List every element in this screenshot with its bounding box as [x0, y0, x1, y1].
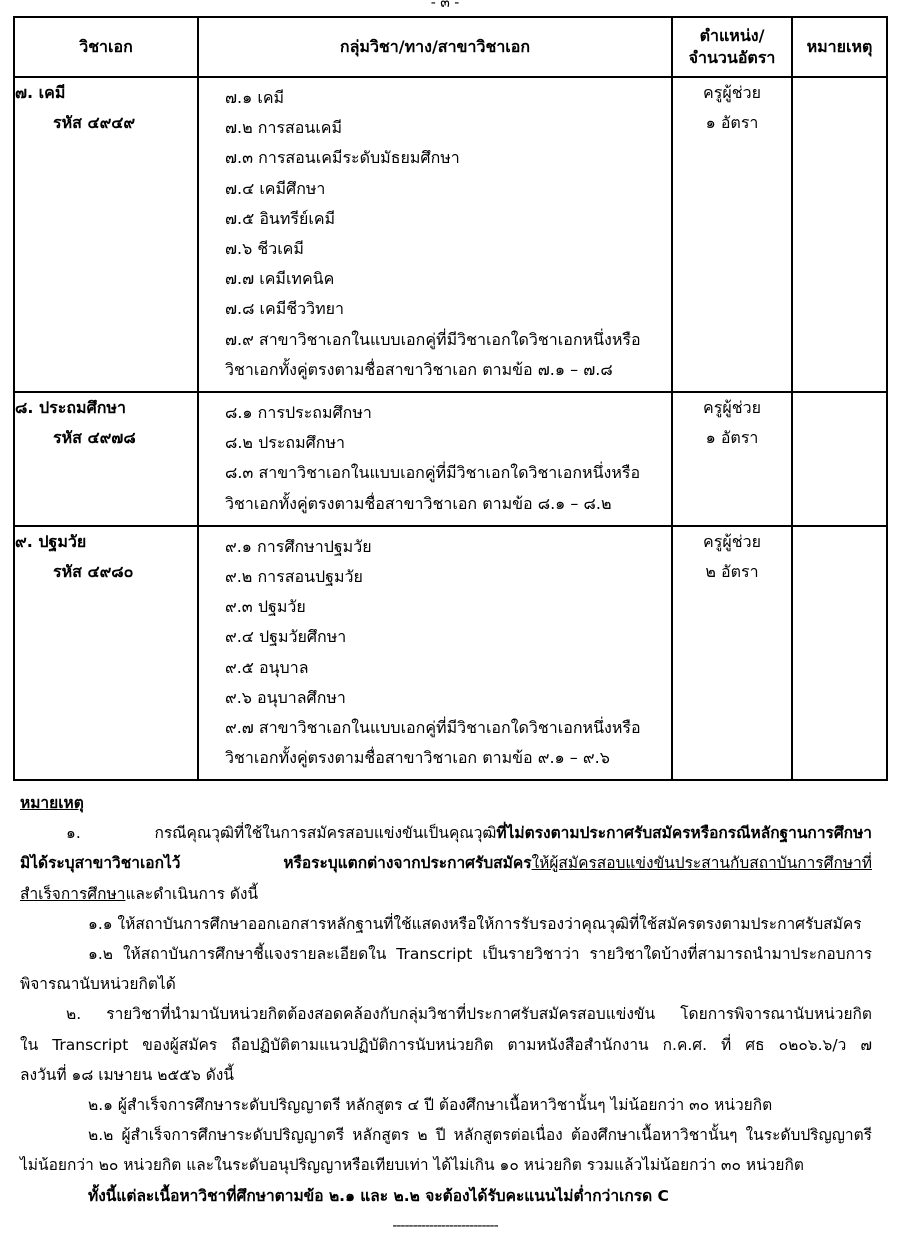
note-2-line3: ลงวันที่ ๑๘ เมษายน ๒๕๕๖ ดังนี้ [20, 1065, 234, 1084]
subject-item: ๙.๕ อนุบาล [225, 657, 309, 677]
subject-item: ๗.๑ เคมี [225, 88, 285, 107]
subject-item: ๗.๖ ชีวเคมี [225, 239, 304, 259]
subject-item: ๘.๑ การประถมศึกษา [225, 403, 372, 423]
subject-item: ๗.๗ เคมีเทคนิค [225, 269, 335, 289]
header-position-line1: ตำแหน่ง/ [699, 26, 765, 45]
major-name: ๘. ประถมศึกษา [15, 398, 126, 418]
note-final: ทั้งนี้แต่ละเนื้อหาวิชาที่ศึกษาตามข้อ ๒.๑ และ ๒.๒ จะต้องได้รับคะแนนไม่ต่ำกว่าเกรด C [88, 1186, 669, 1205]
subject-item: ๙.๓ ปฐมวัย [225, 597, 306, 617]
note-1-underline: ให้ผู้สมัครสอบแข่งขันประสานกับสถาบันการศึกษาที่ [531, 854, 872, 873]
page-number: - ๓ - [430, 0, 460, 11]
table-row [14, 77, 887, 392]
position-count: ๑ อัตรา [705, 428, 759, 448]
note-1-2-line1: ๑.๒ ให้สถาบันการศึกษาชี้แจงรายละเอียดใน Transcript เป็นรายวิชาว่า รายวิชาใดบ้างที่สามารถนำมาประกอบการ [88, 945, 872, 964]
subject-list [199, 527, 671, 780]
table-row [14, 526, 887, 781]
notes-heading: หมายเหตุ [20, 794, 84, 812]
subject-item: วิชาเอกทั้งคู่ตรงตามชื่อสาขาวิชาเอก ตามข้อ ๗.๑ – ๗.๘ [225, 359, 613, 379]
header-remarks: หมายเหตุ [792, 17, 887, 77]
position-cell [672, 526, 792, 781]
note-1-line1 [20, 818, 872, 848]
header-position-line2: จำนวนอัตรา [688, 48, 776, 67]
subject-item: วิชาเอกทั้งคู่ตรงตามชื่อสาขาวิชาเอก ตามข้อ ๘.๑ – ๘.๒ [225, 493, 612, 513]
subject-item: ๘.๒ ประถมศึกษา [225, 433, 346, 453]
subject-item: วิชาเอกทั้งคู่ตรงตามชื่อสาขาวิชาเอก ตามข้อ ๙.๑ – ๙.๖ [225, 748, 610, 768]
note-2-2-line1: ๒.๒ ผู้สำเร็จการศึกษาระดับปริญญาตรี หลักสูตร ๒ ปี หลักสูตรต่อเนื่อง ต้องศึกษาเนื้อหาวิชานั้นๆ ในระดับปริญญาตรี [88, 1126, 872, 1145]
subjects-cell [198, 77, 672, 392]
note-1-bold: ที่ไม่ตรงตามประกาศรับสมัครหรือกรณีหลักฐานการศึกษา [496, 824, 872, 843]
footer-rule: -------------------------- [392, 1218, 498, 1234]
table-header-row [14, 17, 887, 77]
major-cell [14, 77, 198, 392]
subject-item: ๙.๗ สาขาวิชาเอกในแบบเอกคู่ที่มีวิชาเอกใดวิชาเอกหนึ่งหรือ [225, 718, 641, 738]
subject-item: ๗.๕ อินทรีย์เคมี [225, 208, 336, 228]
major-name: ๗. เคมี [15, 83, 66, 102]
position-count: ๑ อัตรา [705, 113, 759, 133]
subject-item: ๗.๓ การสอนเคมีระดับมัธยมศึกษา [225, 148, 460, 168]
note-1-2-line2: พิจารณานับหน่วยกิตได้ [20, 975, 176, 994]
subjects-cell [198, 392, 672, 526]
subject-item: ๗.๘ เคมีชีววิทยา [225, 299, 344, 319]
major-name: ๙. ปฐมวัย [15, 531, 87, 551]
note-2-1: ๒.๑ ผู้สำเร็จการศึกษาระดับปริญญาตรี หลักสูตร ๔ ปี ต้องศึกษาเนื้อหาวิชานั้นๆ ไม่น้อยกว่า ๓๐ หน่วยกิต [88, 1096, 773, 1115]
subject-item: ๙.๒ การสอนปฐมวัย [225, 567, 363, 587]
position-title: ครูผู้ช่วย [703, 398, 761, 418]
major-code: รหัส ๔๙๗๘ [53, 428, 136, 448]
major-code: รหัส ๔๙๔๙ [53, 113, 136, 132]
note-2-2-line2: ไม่น้อยกว่า ๒๐ หน่วยกิต และในระดับอนุปริญญาหรือเทียบเท่า ได้ไม่เกิน ๑๐ หน่วยกิต รวมแล้วไม่น้อยกว่า ๓๐ หน่วยกิต [20, 1156, 804, 1175]
table-row [14, 392, 887, 526]
subject-item: ๙.๖ อนุบาลศึกษา [225, 687, 346, 707]
position-title: ครูผู้ช่วย [703, 83, 761, 102]
remark-cell [792, 526, 887, 781]
position-count: ๒ อัตรา [705, 562, 759, 582]
position-cell [672, 392, 792, 526]
subject-item: ๗.๔ เคมีศึกษา [225, 178, 326, 198]
note-1-end: และดำเนินการ ดังนี้ [125, 884, 259, 903]
major-cell [14, 392, 198, 526]
remark-cell [792, 392, 887, 526]
subjects-cell [198, 526, 672, 781]
majors-table [13, 16, 888, 781]
note-1-text: ๑. กรณีคุณวุฒิที่ใช้ในการสมัครสอบแข่งขันเป็นคุณวุฒิ [66, 824, 497, 843]
subject-list [199, 393, 671, 525]
subject-item: ๗.๙ สาขาวิชาเอกในแบบเอกคู่ที่มีวิชาเอกใดวิชาเอกหนึ่งหรือ [225, 329, 641, 349]
note-1-underline-2: สำเร็จการศึกษา [20, 884, 126, 903]
subject-item: ๙.๔ ปฐมวัยศึกษา [225, 627, 347, 647]
note-1-line2 [20, 848, 872, 878]
major-cell [14, 526, 198, 781]
note-1-line3 [20, 879, 872, 909]
remark-cell [792, 77, 887, 392]
subject-item: ๘.๓ สาขาวิชาเอกในแบบเอกคู่ที่มีวิชาเอกใดวิชาเอกหนึ่งหรือ [225, 463, 641, 483]
note-2-line2: ใน Transcript ของผู้สมัคร ถือปฏิบัติตามแนวปฏิบัติการนับหน่วยกิต ตามหนังสือสำนักงาน ก.ค.ศ. ที่ ศธ ๐๒๐๖.๖/ว ๗ [20, 1035, 872, 1054]
position-title: ครูผู้ช่วย [703, 531, 761, 551]
subject-item: ๙.๑ การศึกษาปฐมวัย [225, 536, 372, 556]
position-cell [672, 77, 792, 392]
note-1-1: ๑.๑ ให้สถาบันการศึกษาออกเอกสารหลักฐานที่ใช้แสดงหรือให้การรับรองว่าคุณวุฒิที่ใช้สมัครตรงตามประกาศรับสมัคร [88, 914, 862, 933]
header-major: วิชาเอก [14, 17, 198, 77]
header-subject-group: กลุ่มวิชา/ทาง/สาขาวิชาเอก [198, 17, 672, 77]
major-code: รหัส ๔๙๘๐ [53, 561, 134, 581]
note-1-bold-2: มิได้ระบุสาขาวิชาเอกไว้ หรือระบุแตกต่างจากประกาศรับสมัคร [20, 854, 532, 873]
header-position [672, 17, 792, 77]
subject-item: ๗.๒ การสอนเคมี [225, 118, 343, 138]
note-2-line1: ๒. รายวิชาที่นำมานับหน่วยกิตต้องสอดคล้องกับกลุ่มวิชาที่ประกาศรับสมัครสอบแข่งขัน โดยการพิจารณานับหน่วยกิต [66, 1005, 872, 1024]
subject-list [199, 78, 671, 391]
notes-section [20, 788, 872, 1211]
